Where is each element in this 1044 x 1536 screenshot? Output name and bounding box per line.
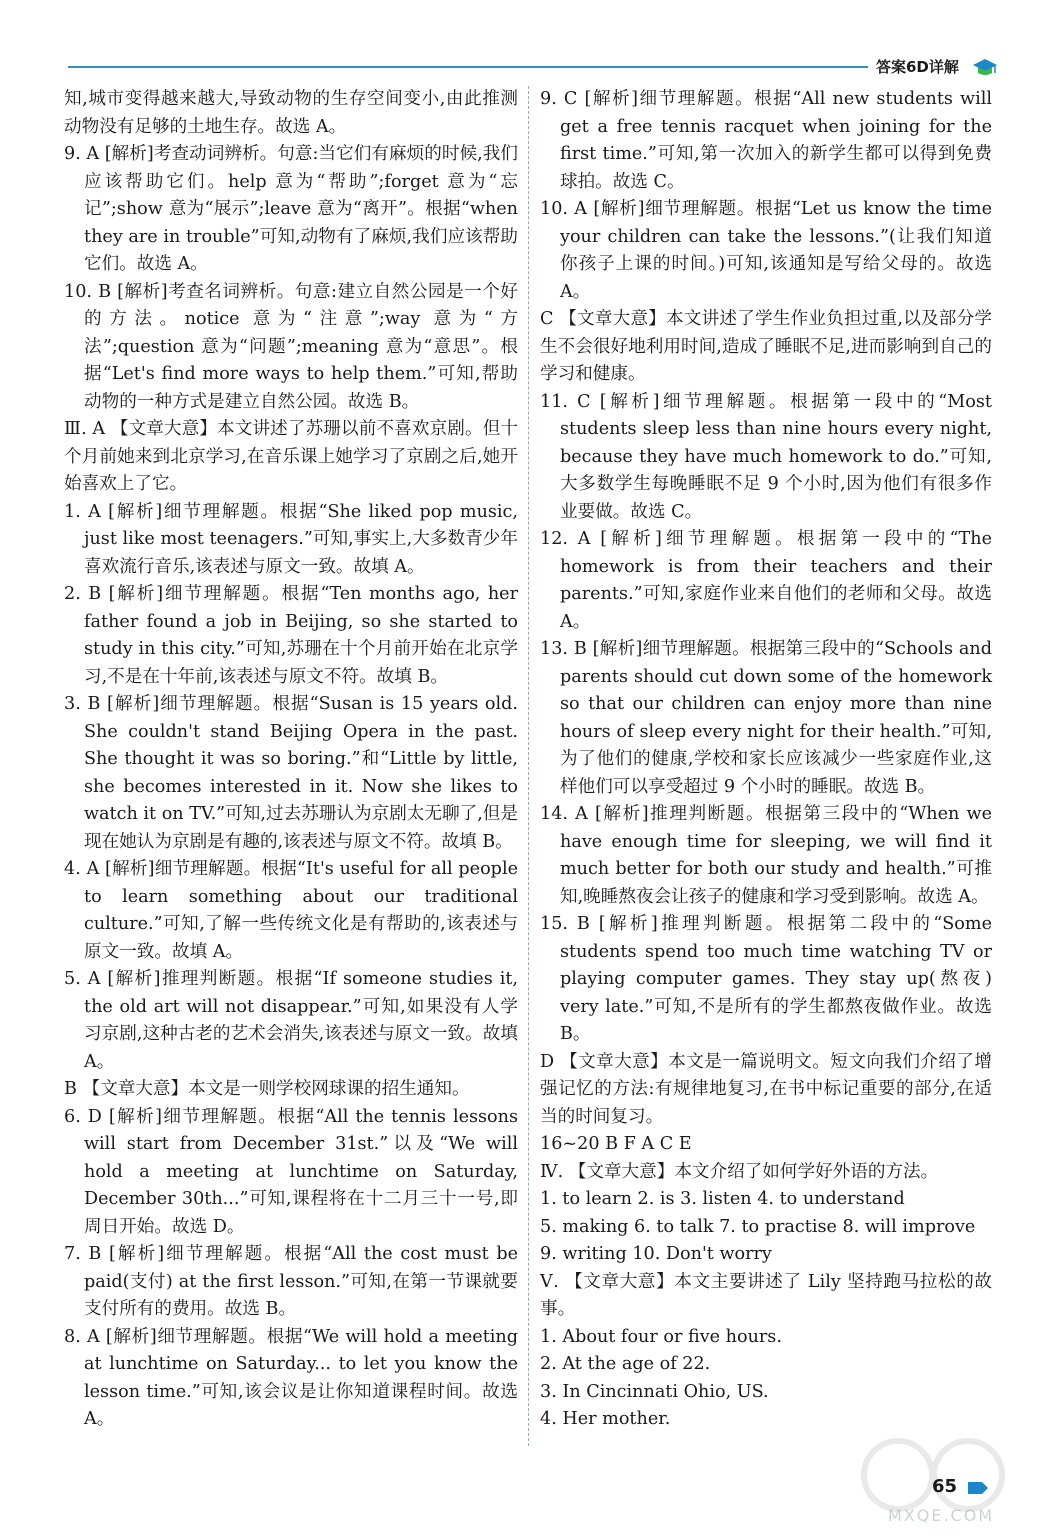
- answer-key: 3. In Cincinnati Ohio, US.: [540, 1381, 769, 1402]
- answer-entry: 知,城市变得越来越大,导致动物的生存空间变小,由此推测动物没有足够的土地生存。故选 A。: [64, 89, 518, 137]
- graduation-cap-icon: [972, 54, 998, 80]
- left-column: [64, 86, 518, 1434]
- right-column: [540, 86, 992, 1434]
- answer-entry: 12. A [解析]细节理解题。根据第一段中的“The homework is from their teachers and their parents.”可知,家庭作业来自他们的老师和父母。故选 A。: [540, 529, 992, 632]
- answer-entry: 1. A [解析]细节理解题。根据“She liked pop music, just like most teenagers.”可知,事实上,大多数青少年喜欢流行音乐,该表述与原文一致。故填 A。: [64, 501, 518, 577]
- answer-entry: 9. A [解析]考查动词辨析。句意:当它们有麻烦的时候,我们应该帮助它们。help 意为“帮助”;forget 意为“忘记”;show 意为“展示”;leave 意为“离开”。根据“when they are in trouble”可知,动物有了麻烦,我们应该帮助它们。故选 A。: [64, 144, 518, 274]
- answer-key: 5. making 6. to talk 7. to practise 8. will improve: [540, 1216, 976, 1237]
- page-number: 65: [932, 1476, 958, 1497]
- answer-key: 16~20 B F A C E: [540, 1134, 692, 1154]
- passage-summary: Ⅲ. A 【文章大意】本文讲述了苏珊以前不喜欢京剧。但十个月前她来到北京学习,在音乐课上她学习了京剧之后,她开始喜欢上了它。: [64, 419, 518, 494]
- answer-entry: 10. A [解析]细节理解题。根据“Let us know the time your children can take the lessons.”(让我们知道你孩子上课的时间。)可知,该通知是写给父母的。故选 A。: [540, 199, 992, 302]
- answer-entry: 4. A [解析]细节理解题。根据“It's useful for all people to learn something about our traditional culture.”可知,了解一些传统文化是有帮助的,该表述与原文一致。故填 A。: [64, 859, 518, 962]
- answer-key: 1. to learn 2. is 3. listen 4. to understand: [540, 1189, 905, 1209]
- answer-key: 2. At the age of 22.: [540, 1354, 711, 1374]
- answer-entry: 7. B [解析]细节理解题。根据“All the cost must be paid(支付) at the first lesson.”可知,在第一节课就要支付所有的费用。故选 B。: [64, 1244, 518, 1319]
- answer-entry: 9. C [解析]细节理解题。根据“All new students will get a free tennis racquet when joining for the first time.”可知,第一次加入的新学生都可以得到免费球拍。故选 C。: [540, 89, 992, 192]
- answer-entry: 8. A [解析]细节理解题。根据“We will hold a meeting at lunchtime on Saturday... to let you know the lesson time.”可知,该会议是让你知道课程时间。故选 A。: [64, 1326, 518, 1429]
- passage-summary: Ⅳ. 【文章大意】本文介绍了如何学好外语的方法。: [540, 1161, 939, 1182]
- answer-entry: 13. B [解析]细节理解题。根据第三段中的“Schools and parents should cut down some of the homework so that our children can enjoy more than nine hours of sleep every night for their health.”可知,为了他们的健康,学校和家长应该减少一些家庭作业,这样他们可以享受超过 9 个小时的睡眠。故选 B。: [540, 639, 992, 797]
- answer-entry: 15. B [解析]推理判断题。根据第二段中的“Some students spend too much time watching TV or playing computer games. They stay up(熬夜) very late.”可知,不是所有的学生都熬夜做作业。故选 B。: [540, 914, 992, 1044]
- answer-entry: 11. C [解析]细节理解题。根据第一段中的“Most students sleep less than nine hours every night, because they have much homework to do.”可知,大多数学生每晚睡眠不足 9 个小时,因为他们有很多作业要做。故选 C。: [540, 391, 992, 522]
- passage-summary: D 【文章大意】本文是一篇说明文。短文向我们介绍了增强记忆的方法:有规律地复习,在书中标记重要的部分,在适当的时间复习。: [540, 1051, 992, 1127]
- answer-entry: 2. B [解析]细节理解题。根据“Ten months ago, her father found a job in Beijing, so she started to study in this city.”可知,苏珊在十个月前开始在北京学习,不是在十年前,该表述与原文不符。故填 B。: [64, 584, 518, 687]
- answer-entry: 10. B [解析]考查名词辨析。句意:建立自然公园是一个好的方法。notice 意为“注意”;way 意为“方法”;question 意为“问题”;meaning 意为“意思”。根据“Let's find more ways to help them.”可知,帮助动物的一种方式是建立自然公园。故选 B。: [64, 281, 518, 412]
- answer-entry: 5. A [解析]推理判断题。根据“If someone studies it, the old art will not disappear.”可知,如果没有人学习京剧,这种古老的艺术会消失,该表述与原文一致。故填 A。: [64, 969, 518, 1072]
- passage-summary: B 【文章大意】本文是一则学校网球课的招生通知。: [64, 1079, 470, 1099]
- passage-summary: Ⅴ. 【文章大意】本文主要讲述了 Lily 坚持跑马拉松的故事。: [540, 1271, 992, 1319]
- header-tag: 答案6D详解: [876, 58, 959, 76]
- page-arrow-icon: [968, 1480, 988, 1496]
- answer-key: 1. About four or five hours.: [540, 1326, 782, 1347]
- answer-entry: 6. D [解析]细节理解题。根据“All the tennis lessons will start from December 31st.”以及“We will hold a meeting at lunchtime on Saturday, December 30th...”可知,课程将在十二月三十一号,即周日开始。故选 D。: [64, 1106, 518, 1237]
- header-rule: [68, 66, 868, 68]
- answer-key: 4. Her mother.: [540, 1409, 671, 1429]
- passage-summary: C 【文章大意】本文讲述了学生作业负担过重,以及部分学生不会很好地利用时间,造成了睡眠不足,进而影响到自己的学习和健康。: [540, 309, 992, 384]
- answer-entry: 14. A [解析]推理判断题。根据第三段中的“When we have enough time for sleeping, we will find it much better for both our study and health.”可推知,晚睡熬夜会让孩子的健康和学习受到影响。故选 A。: [540, 804, 992, 907]
- column-divider: [528, 86, 529, 1446]
- answer-key: 9. writing 10. Don't worry: [540, 1244, 772, 1264]
- page-header: [0, 0, 1044, 90]
- answer-entry: 3. B [解析]细节理解题。根据“Susan is 15 years old. She couldn't stand Beijing Opera in the past. She thought it was so boring.”和“Little by little, she becomes interested in it. Now she likes to watch it on TV.”可知,过去苏珊认为京剧太无聊了,但是现在她认为京剧是有趣的,该表述与原文不符。故填 B。: [64, 694, 518, 852]
- watermark-text: MXQE.COM: [888, 1506, 995, 1525]
